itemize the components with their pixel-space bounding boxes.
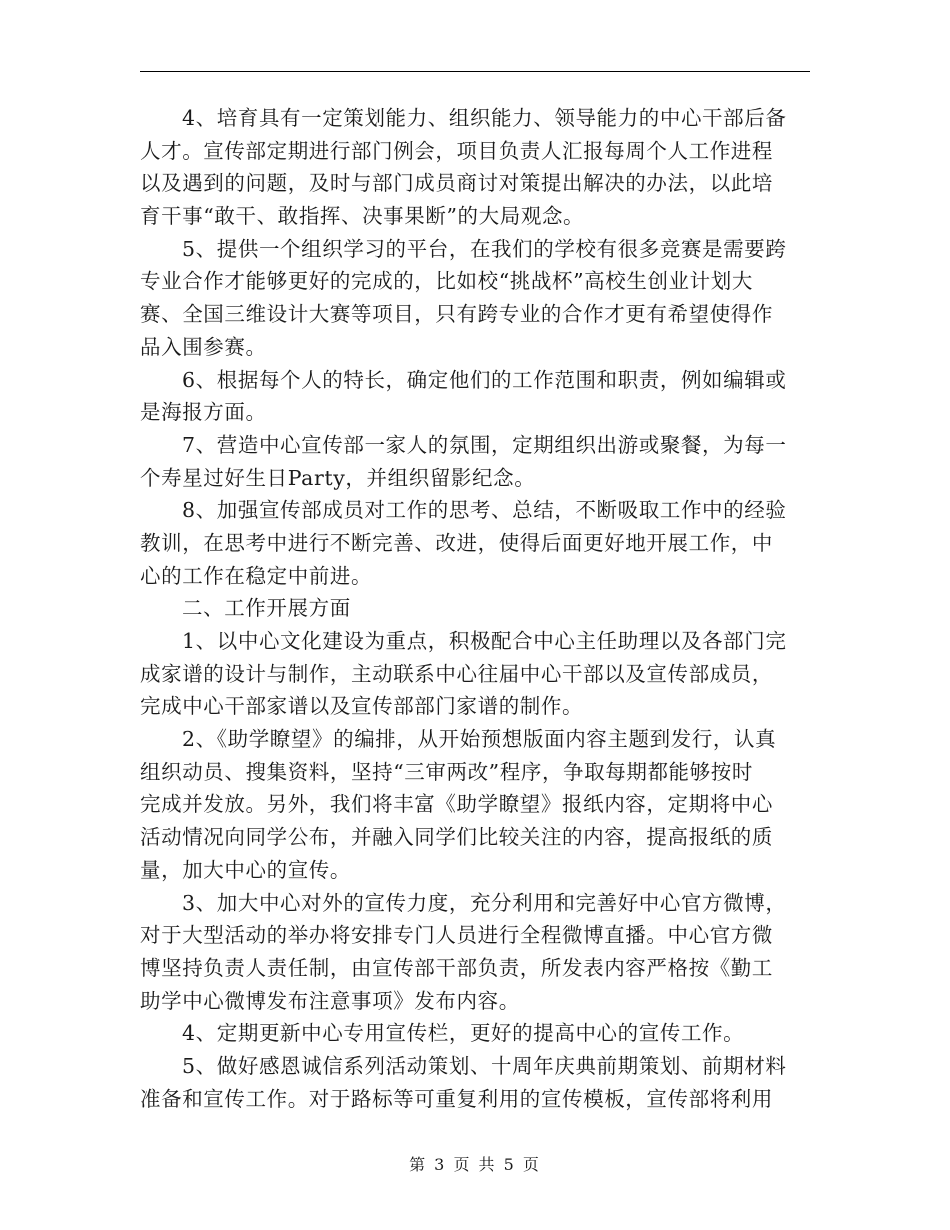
text-line: 心的工作在稳定中前进。 <box>140 563 373 588</box>
text-line: 是海报方面。 <box>140 400 267 425</box>
text-line: 教训，在思考中进行不断完善、改进，使得后面更好地开展工作，中 <box>140 530 773 555</box>
text-line: 品入围参赛。 <box>140 334 267 359</box>
text-line: 博坚持负责人责任制，由宣传部干部负责，所发表内容严格按《勤工 <box>140 955 773 980</box>
text-line: 以及遇到的问题，及时与部门成员商讨对策提出解决的办法，以此培 <box>140 171 773 196</box>
page-footer: 第 3 页 共 5 页 <box>409 1155 541 1174</box>
text-line: 完成中心干部家谱以及宣传部部门家谱的制作。 <box>140 694 584 719</box>
text-line: 二、工作开展方面 <box>182 596 351 621</box>
text-line: 人才。宣传部定期进行部门例会，项目负责人汇报每周个人工作进程 <box>140 138 773 163</box>
text-line: 量，加大中心的宣传。 <box>140 857 351 882</box>
text-line: 个寿星过好生日Party，并组织留影纪念。 <box>140 465 536 490</box>
text-line: 1、以中心文化建设为重点，积极配合中心主任助理以及各部门完 <box>182 629 787 653</box>
text-line: 完成并发放。另外，我们将丰富《助学瞭望》报纸内容，定期将中心 <box>140 792 773 817</box>
text-line: 5、做好感恩诚信系列活动策划、十周年庆典前期策划、前期材料 <box>182 1053 787 1078</box>
text-line: 活动情况向同学公布，并融入同学们比较关注的内容，提高报纸的质 <box>140 825 773 850</box>
text-line: 组织动员、搜集资料，坚持“三审两改”程序，争取每期都能够按时 <box>140 759 753 784</box>
text-line: 赛、全国三维设计大赛等项目，只有跨专业的合作才更有希望使得作 <box>140 302 773 327</box>
text-line: 8、加强宣传部成员对工作的思考、总结，不断吸取工作中的经验 <box>182 498 787 523</box>
text-line: 6、根据每个人的特长，确定他们的工作范围和职责，例如编辑或 <box>182 367 787 392</box>
text-line: 4、定期更新中心专用宣传栏，更好的提高中心的宣传工作。 <box>182 1021 745 1046</box>
text-line: 7、营造中心宣传部一家人的氛围，定期组织出游或聚餐，为每一 <box>182 432 787 457</box>
text-line: 准备和宣传工作。对于路标等可重复利用的宣传模板，宣传部将利用 <box>140 1086 773 1111</box>
text-line: 对于大型活动的举办将安排专门人员进行全程微博直播。中心官方微 <box>140 923 773 948</box>
text-line: 成家谱的设计与制作，主动联系中心往届中心干部以及宣传部成员， <box>140 661 773 686</box>
text-line: 2、《助学瞭望》的编排，从开始预想版面内容主题到发行，认真 <box>182 727 777 752</box>
text-line: 专业合作才能够更好的完成的，比如校“挑战杯”高校生创业计划大 <box>140 269 753 294</box>
text-line: 助学中心微博发布注意事项》发布内容。 <box>140 988 520 1013</box>
header-rule <box>140 71 810 72</box>
text-line: 育干事“敢干、敢指挥、决事果断”的大局观念。 <box>140 204 585 229</box>
text-line: 5、提供一个组织学习的平台，在我们的学校有很多竞赛是需要跨 <box>182 236 787 261</box>
document-body <box>140 102 810 1115</box>
text-line: 3、加大中心对外的宣传力度，充分利用和完善好中心官方微博， <box>182 890 787 915</box>
text-line: 4、培育具有一定策划能力、组织能力、领导能力的中心干部后备 <box>182 106 787 130</box>
